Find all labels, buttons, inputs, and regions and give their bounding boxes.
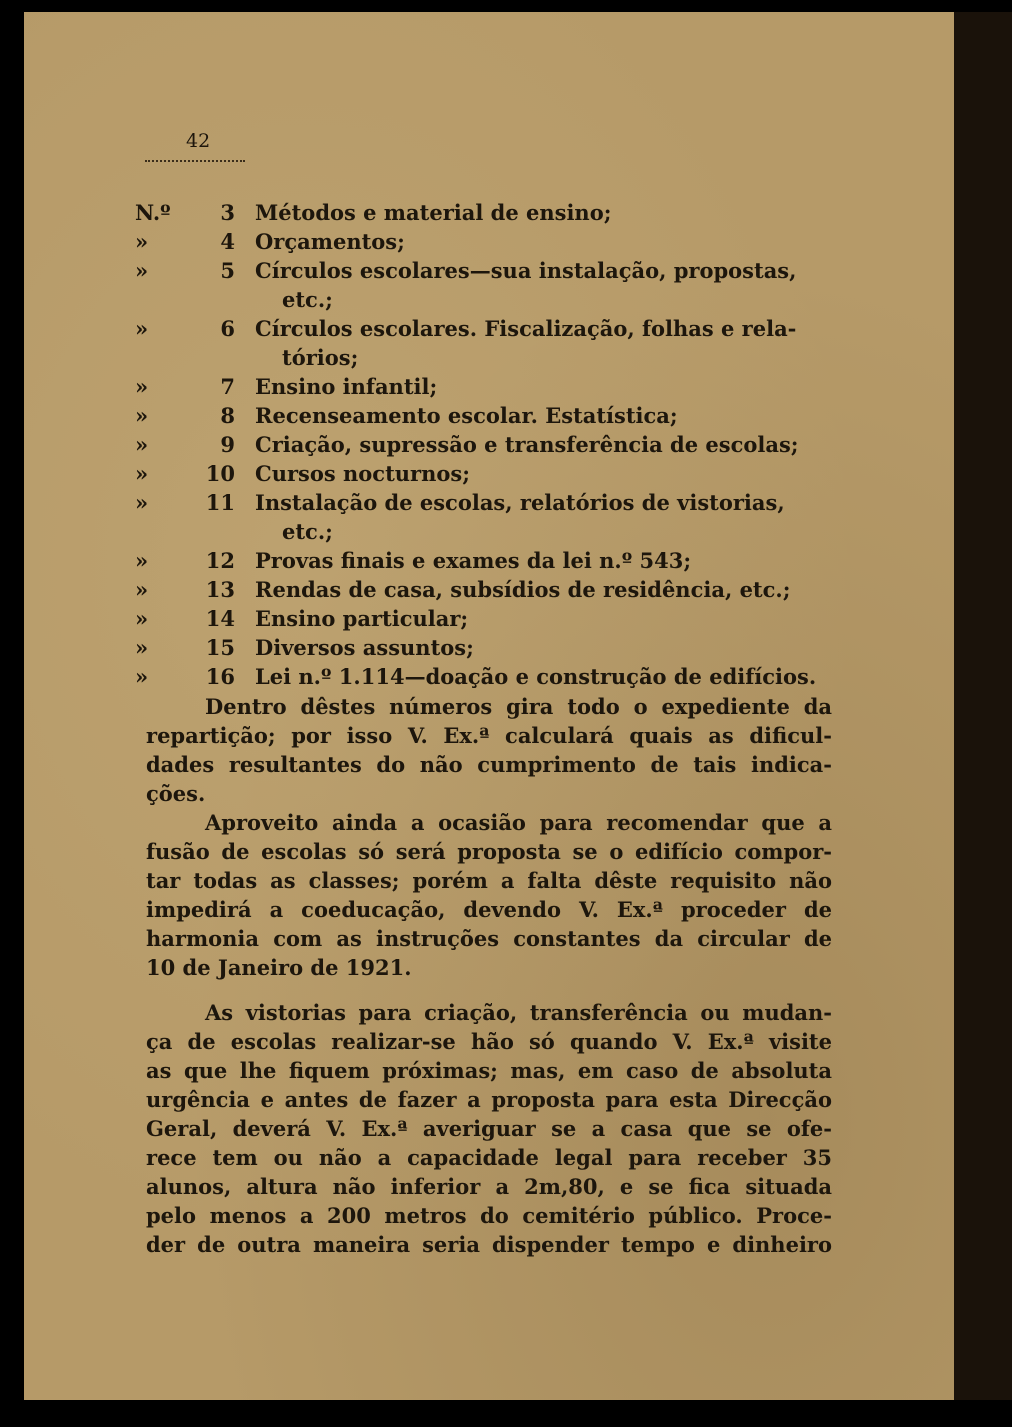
paragraph-line: ções.	[146, 781, 206, 806]
list-marker: »	[135, 374, 149, 399]
list-item	[135, 577, 835, 607]
page-edge	[954, 12, 1012, 1400]
page-number: 42	[186, 130, 211, 152]
list-number: 11	[205, 490, 235, 515]
paragraph-line: fusão de escolas só será proposta se o edifício compor-	[146, 839, 832, 864]
list-text: Cursos nocturnos;	[255, 461, 470, 486]
paragraph-line: alunos, altura não inferior a 2m,80, e se fica situada	[146, 1174, 832, 1199]
list-text: Ensino particular;	[255, 606, 469, 631]
list-item	[135, 664, 835, 694]
list-text: Criação, supressão e transferência de escolas;	[255, 432, 799, 457]
list-item	[135, 316, 835, 346]
paragraph-line: As vistorias para criação, transferência ou mudan-	[205, 1000, 832, 1025]
list-marker: »	[135, 316, 149, 341]
list-marker: »	[135, 432, 149, 457]
list-number: 3	[220, 200, 235, 225]
paragraph-line: pelo menos a 200 metros do cemitério público. Proce-	[146, 1203, 832, 1228]
list-item	[135, 403, 835, 433]
list-text: Recenseamento escolar. Estatística;	[255, 403, 678, 428]
list-text: Diversos assuntos;	[255, 635, 474, 660]
list-item	[135, 490, 835, 520]
paragraph-line: urgência e antes de fazer a proposta para esta Direcção	[146, 1087, 832, 1112]
list-item	[135, 200, 835, 230]
list-text: Ensino infantil;	[255, 374, 438, 399]
list-item	[135, 548, 835, 578]
paragraph-line: repartição; por isso V. Ex.ª calculará quais as dificul-	[146, 723, 832, 748]
list-text: Provas finais e exames da lei n.º 543;	[255, 548, 692, 573]
list-number: 5	[220, 258, 235, 283]
list-text-continuation: etc.;	[282, 519, 333, 544]
list-marker: N.º	[135, 200, 171, 225]
list-text-continuation: tórios;	[282, 345, 359, 370]
list-marker: »	[135, 664, 149, 689]
header-rule	[145, 160, 245, 162]
paragraph-line: rece tem ou não a capacidade legal para receber 35	[146, 1145, 832, 1170]
list-number: 8	[220, 403, 235, 428]
list-marker: »	[135, 403, 149, 428]
paragraph-line: dades resultantes do não cumprimento de tais indica-	[146, 752, 832, 777]
paragraph-line: as que lhe fiquem próximas; mas, em caso de absoluta	[146, 1058, 832, 1083]
list-number: 14	[205, 606, 235, 631]
paragraph-line: ça de escolas realizar-se hão só quando V. Ex.ª visite	[146, 1029, 832, 1054]
list-number: 4	[220, 229, 235, 254]
list-number: 9	[220, 432, 235, 457]
list-number: 10	[205, 461, 235, 486]
list-number: 12	[205, 548, 235, 573]
list-marker: »	[135, 461, 149, 486]
paragraph-line: Geral, deverá V. Ex.ª averiguar se a casa que se ofe-	[146, 1116, 832, 1141]
list-number: 13	[205, 577, 235, 602]
list-marker: »	[135, 258, 149, 283]
list-marker: »	[135, 490, 149, 515]
list-marker: »	[135, 606, 149, 631]
list-number: 6	[220, 316, 235, 341]
list-number: 16	[205, 664, 235, 689]
paragraph-line: der de outra maneira seria dispender tempo e dinheiro	[146, 1232, 832, 1257]
list-text: Orçamentos;	[255, 229, 405, 254]
list-text: Círculos escolares—sua instalação, propostas,	[255, 258, 797, 283]
list-item	[135, 635, 835, 665]
list-text: Instalação de escolas, relatórios de vistorias,	[255, 490, 785, 515]
list-item	[135, 258, 835, 288]
list-item	[135, 432, 835, 462]
list-item	[135, 374, 835, 404]
paragraph-line: harmonia com as instruções constantes da circular de	[146, 926, 832, 951]
list-marker: »	[135, 577, 149, 602]
list-text: Rendas de casa, subsídios de residência, etc.;	[255, 577, 791, 602]
paragraph-line: impedirá a coeducação, devendo V. Ex.ª proceder de	[146, 897, 832, 922]
list-item	[135, 229, 835, 259]
paragraph-line: tar todas as classes; porém a falta dêste requisito não	[146, 868, 832, 893]
list-number: 7	[220, 374, 235, 399]
list-item	[135, 606, 835, 636]
list-marker: »	[135, 229, 149, 254]
list-number: 15	[205, 635, 235, 660]
list-text: Círculos escolares. Fiscalização, folhas e rela-	[255, 316, 797, 341]
list-text: Métodos e material de ensino;	[255, 200, 612, 225]
list-marker: »	[135, 548, 149, 573]
paragraph-line: Aproveito ainda a ocasião para recomendar que a	[205, 810, 832, 835]
paragraph-line: 10 de Janeiro de 1921.	[146, 955, 412, 980]
paragraph-line: Dentro dêstes números gira todo o expediente da	[205, 694, 832, 719]
list-item	[135, 461, 835, 491]
list-text: Lei n.º 1.114—doação e construção de edifícios.	[255, 664, 817, 689]
list-text-continuation: etc.;	[282, 287, 333, 312]
list-marker: »	[135, 635, 149, 660]
